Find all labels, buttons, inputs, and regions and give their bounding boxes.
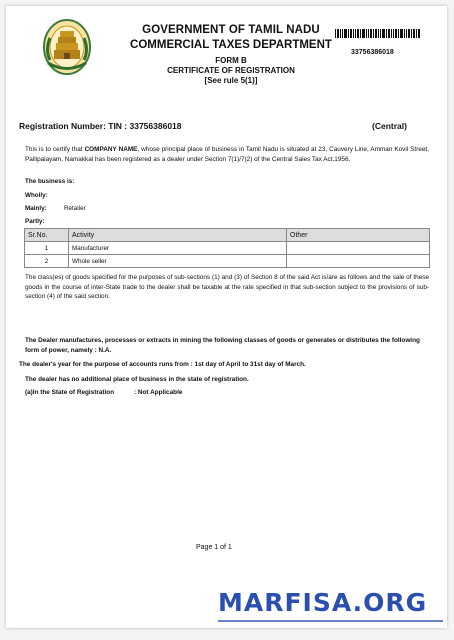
accounting-year-statement: The dealer's year for the purpose of accounts runs from : 1st day of April to 31st day of March. — [19, 361, 306, 368]
header-rule: [See rule 5(1)] — [204, 76, 258, 85]
header-government: GOVERNMENT OF TAMIL NADU — [142, 24, 320, 36]
additional-place-statement: The dealer has no additional place of business in the state of registration. — [25, 376, 249, 383]
watermark-underline — [218, 620, 443, 622]
company-name: COMPANY NAME — [84, 146, 138, 153]
row-activity: Manufacturer — [69, 242, 287, 255]
state-registration-value: : Not Applicable — [134, 389, 183, 396]
mainly-label: Mainly: — [25, 205, 47, 212]
header-other: Other — [287, 229, 430, 242]
registration-type: (Central) — [372, 121, 407, 131]
header-srno: Sr.No. — [25, 229, 69, 242]
partly-label: Partly: — [25, 218, 45, 225]
manufacture-statement: The Dealer manufactures, processes or extracts in mining the following classes of goods or generates or distributes the following form of power, namely : N.A. — [25, 337, 420, 354]
table-header-row — [25, 229, 430, 242]
state-registration-label: (a)In the State of Registration — [25, 389, 115, 396]
classes-paragraph: The class(es) of goods specified for the purposes of sub-sections (1) and (3) of Section 8 of the said Act is/are as follows and the sale of these goods in the course of inter-State trade to the dealer shall be taxable at the rate specified in that sub-section subject to the provisions of sub-section (4) of the said section. — [25, 274, 429, 300]
registration-number: Registration Number: TIN : 33756386018 — [19, 121, 182, 131]
table-row — [25, 242, 430, 255]
certify-pre: This is to certify that — [25, 146, 85, 153]
barcode-icon — [335, 29, 421, 38]
certify-post: , whose principal place of business in Tamil Nadu is situated at 23, Cauvery Line, Amman Kovil Street, Pallipalayam, Namakkal has been registered as a dealer under Section 7(1)/7(2) of the Central Sales Tax Act,1956. — [25, 146, 429, 163]
watermark-logo: MARFISA.ORG — [218, 588, 428, 617]
barcode-number: 33756386018 — [351, 49, 394, 56]
row-other — [287, 255, 430, 268]
header-activity: Activity — [69, 229, 287, 242]
header-certificate-title: CERTIFICATE OF REGISTRATION — [167, 66, 295, 75]
page-number: Page 1 of 1 — [196, 544, 232, 551]
row-srno: 2 — [25, 255, 69, 268]
table-row — [25, 255, 430, 268]
header-department: COMMERCIAL TAXES DEPARTMENT — [130, 39, 332, 51]
row-other — [287, 242, 430, 255]
mainly-value: Retailer — [64, 205, 86, 212]
business-heading: The business is: — [25, 178, 75, 185]
activity-table — [24, 228, 430, 268]
row-srno: 1 — [25, 242, 69, 255]
certificate-page — [6, 6, 447, 628]
certify-paragraph — [25, 145, 429, 164]
header-form: FORM B — [215, 56, 247, 65]
tamil-nadu-emblem-icon — [42, 18, 92, 76]
wholly-label: Wholly: — [25, 192, 48, 199]
row-activity: Whole seller — [69, 255, 287, 268]
